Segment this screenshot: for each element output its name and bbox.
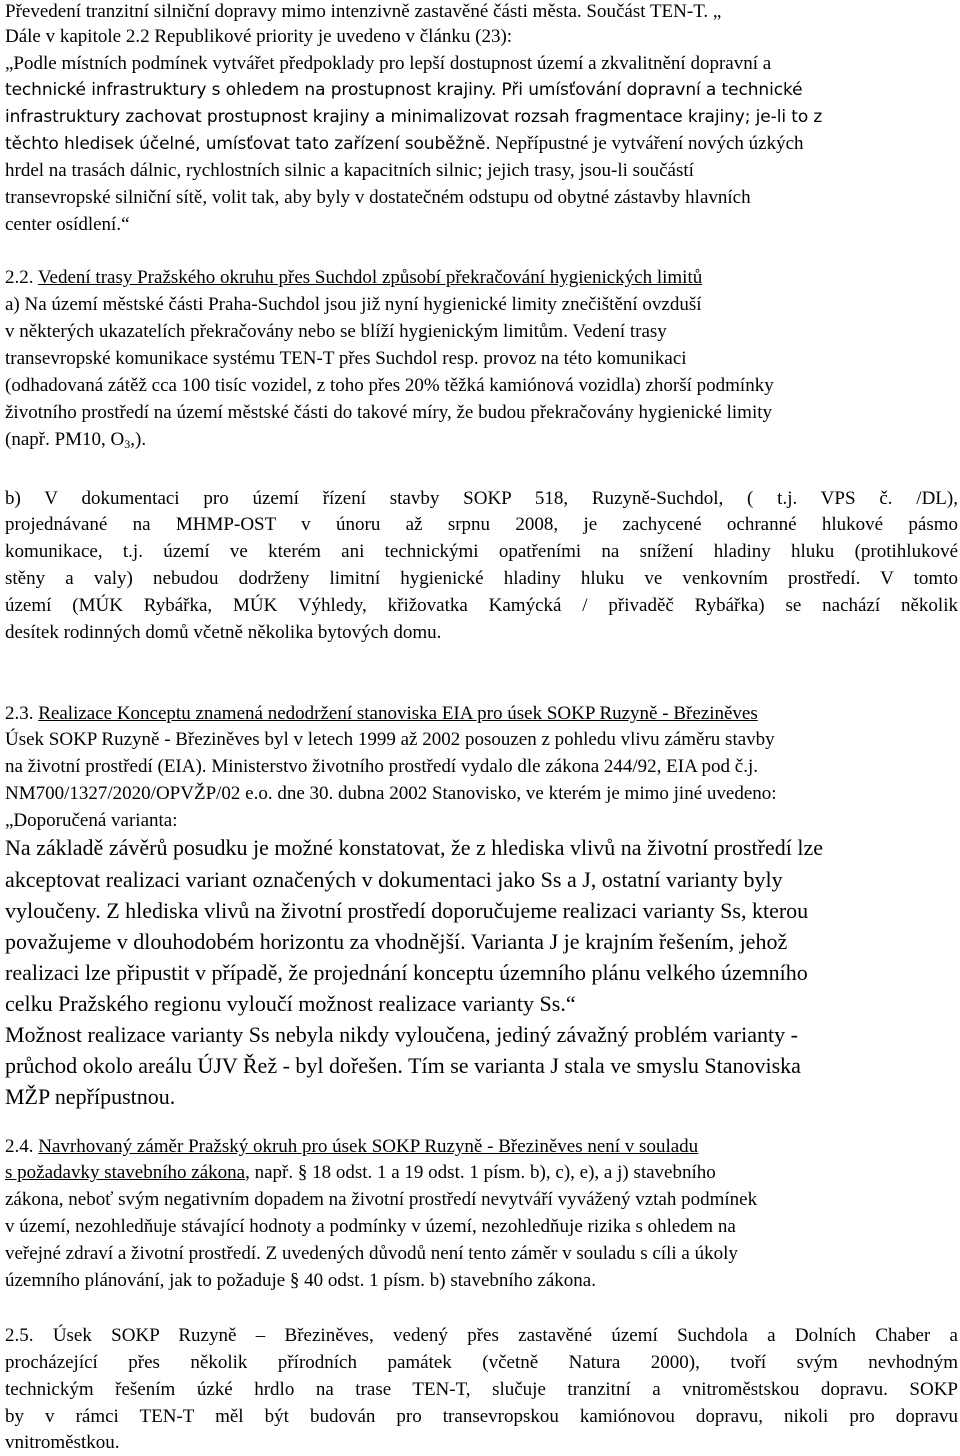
section-heading-2-3 (5, 701, 758, 727)
text-line: stěny a valy) nebudou dodrženy limitní hygienické hladiny hluku ve venkovním prostředí. V tomto (5, 568, 958, 589)
text-line: Převedení tranzitní silniční dopravy mimo intenzivně zastavěné části města. Součást TEN-T. „ (5, 1, 722, 22)
text-line: hrdel na trasách dálnic, rychlostních silnic a kapacitních silnic; jejich trasy, jsou-li součástí (5, 160, 694, 181)
text-line (5, 1160, 716, 1186)
text-span: těchto hledisek účelné, umísťovat tato zařízení souběžně. (5, 134, 491, 154)
text-line: NM700/1327/2020/OPVŽP/02 e.o. dne 30. dubna 2002 Stanovisko, ve kterém je mimo jiné uvedeno: (5, 783, 777, 804)
text-line (5, 77, 802, 103)
text-line: transevropské silniční sítě, volit tak, aby byly v dostatečném odstupu od obytné zástavby hlavních (5, 187, 751, 208)
text-span: Nepřípustné je vytváření nových úzkých (490, 133, 804, 154)
section-title: Vedení trasy Pražského okruhu přes Suchdol způsobí překračování hygienických limitů (37, 267, 703, 288)
section-number: 2.2. (5, 267, 38, 288)
text-line: a) Na území městské části Praha-Suchdol jsou již nyní hygienické limity znečištění ovzduší (5, 294, 702, 315)
text-line: MŽP nepřípustnou. (5, 1084, 176, 1109)
text-line: center osídlení.“ (5, 214, 130, 235)
text-line: Úsek SOKP Ruzyně - Březiněves byl v letech 1999 až 2002 posouzen z pohledu vlivu záměru stavby (5, 729, 775, 750)
quote-line: Na základě závěrů posudku je možné konstatovat, že z hlediska vlivů na životní prostředí lze (5, 835, 823, 860)
text-line: komunikace, t.j. území ve kterém ani technickými opatřeními na snížení hladiny hluku (protihlukové (5, 541, 958, 562)
text-line (5, 319, 667, 345)
text-span: na životní prostředí (EIA). (5, 756, 207, 777)
text-span: Při umísťování dopravní a technické (496, 80, 803, 100)
text-line: by v rámci TEN-T měl být budován pro transevropskou kamiónovou dopravu, nikoli pro dopravu (5, 1406, 958, 1427)
quote-line: vyloučeny. Z hlediska vlivů na životní prostředí doporučujeme realizaci varianty Ss, kterou (5, 898, 809, 923)
section-title: Realizace Konceptu znamená nedodržení stanoviska EIA pro úsek SOKP Ruzyně - Březiněves (38, 703, 758, 724)
text-line: technickým řešením úzké hrdlo na trase TEN-T, slučuje tranzitní a vnitroměstskou dopravu. SOKP (5, 1379, 958, 1400)
text-line: infrastruktury zachovat prostupnost krajiny a minimalizovat rozsah fragmentace krajiny; je-li to z (5, 107, 823, 127)
text-line (5, 754, 758, 780)
text-line: Možnost realizace varianty Ss nebyla nikdy vyloučena, jediný závažný problém varianty - (5, 1022, 798, 1047)
text-line: v území, nezohledňuje stávající hodnoty a podmínky v území, nezohledňuje rizika s ohledem na (5, 1216, 736, 1237)
text-line: zákona, neboť svým negativním dopadem na životní prostředí nevytváří vyvážený vztah podmínek (5, 1189, 758, 1210)
text-line: Dále v kapitole 2.2 Republikové priority je uvedeno v článku (23): (5, 26, 513, 47)
text-line: území (MÚK Rybářka, MÚK Výhledy, křižovatka Kamýcká / přivaděč Rybářka) se nachází několik (5, 595, 958, 616)
section-heading-2-2 (5, 265, 702, 291)
text-line: 2.5. Úsek SOKP Ruzyně – Březiněves, vedený přes zastavěné území Suchdola a Dolních Chaber a (5, 1325, 958, 1346)
text-line: průchod okolo areálu ÚJV Řež - byl dořešen. Tím se varianta J stala ve smyslu Stanoviska (5, 1053, 801, 1078)
section-title: Navrhovaný záměr Pražský okruh pro úsek SOKP Ruzyně - Březiněves není v souladu (38, 1136, 699, 1157)
section-number: 2.3. (5, 703, 39, 724)
section-title-continued: s požadavky stavebního zákona (5, 1162, 246, 1183)
text-line: územního plánování, jak to požaduje § 40 odst. 1 písm. b) stavebního zákona. (5, 1270, 596, 1291)
text-line (5, 131, 804, 157)
quote-line: celku Pražského regionu vyloučí možnost realizace varianty Ss.“ (5, 991, 576, 1016)
text-line: transevropské komunikace systému TEN-T přes Suchdol resp. provoz na této komunikaci (5, 348, 687, 369)
text-line: projednávané na MHMP-OST v únoru až srpnu 2008, je zachycené ochranné hlukové pásmo (5, 514, 958, 535)
text-span: technické infrastruktury s ohledem na prostupnost krajiny. (5, 80, 497, 100)
text-span: Ministerstvo životního prostředí vydalo dle zákona 244/92, EIA pod č.j. (206, 756, 758, 777)
quote-line: realizaci lze připustit v případě, že projednání konceptu územního plánu velkého územního (5, 960, 808, 985)
text-line: životního prostředí na území městské části do takové míry, že budou překračovány hygienické limity (5, 402, 772, 423)
text-line: vnitroměstkou. (5, 1432, 120, 1453)
text-span: , např. § 18 odst. 1 a 19 odst. 1 písm. b), c), e), a j) stavebního (245, 1162, 716, 1183)
section-heading-2-4 (5, 1134, 698, 1160)
quote-line: akceptovat realizaci variant označených v dokumentaci jako Ss a J, ostatní varianty byly (5, 867, 783, 892)
text-line: b) V dokumentaci pro území řízení stavby SOKP 518, Ruzyně-Suchdol, ( t.j. VPS č. /DL), (5, 488, 958, 509)
text-line (5, 427, 146, 457)
text-line (5, 1241, 738, 1267)
quote-line: považujeme v dlouhodobém horizontu za vhodnější. Varianta J je krajním řešením, jehož (5, 929, 788, 954)
text-span: Z uvedených důvodů není tento záměr v souladu s cíli a úkoly (260, 1243, 738, 1264)
subscript: 3 (124, 437, 131, 451)
text-span: veřejné zdraví a životní prostředí. (5, 1243, 261, 1264)
text-span: Vedení trasy (567, 321, 667, 342)
text-span: ,). (130, 429, 147, 450)
text-line: „Doporučená varianta: (5, 810, 178, 831)
text-line: procházející přes několik přírodních památek (včetně Natura 2000), tvoří svým nevhodným (5, 1352, 958, 1373)
text-span: (např. PM10, O (5, 429, 125, 450)
text-line: „Podle místních podmínek vytvářet předpoklady pro lepší dostupnost území a zkvalitnění dopravní a (5, 53, 772, 74)
section-number: 2.4. (5, 1136, 39, 1157)
text-line: (odhadovaná zátěž cca 100 tisíc vozidel, z toho přes 20% těžká kamiónová vozidla) zhorší podmínky (5, 375, 774, 396)
text-line: desítek rodinných domů včetně několika bytových domu. (5, 622, 442, 643)
text-span: v některých ukazatelích překračovány nebo se blíží hygienickým limitům. (5, 321, 568, 342)
